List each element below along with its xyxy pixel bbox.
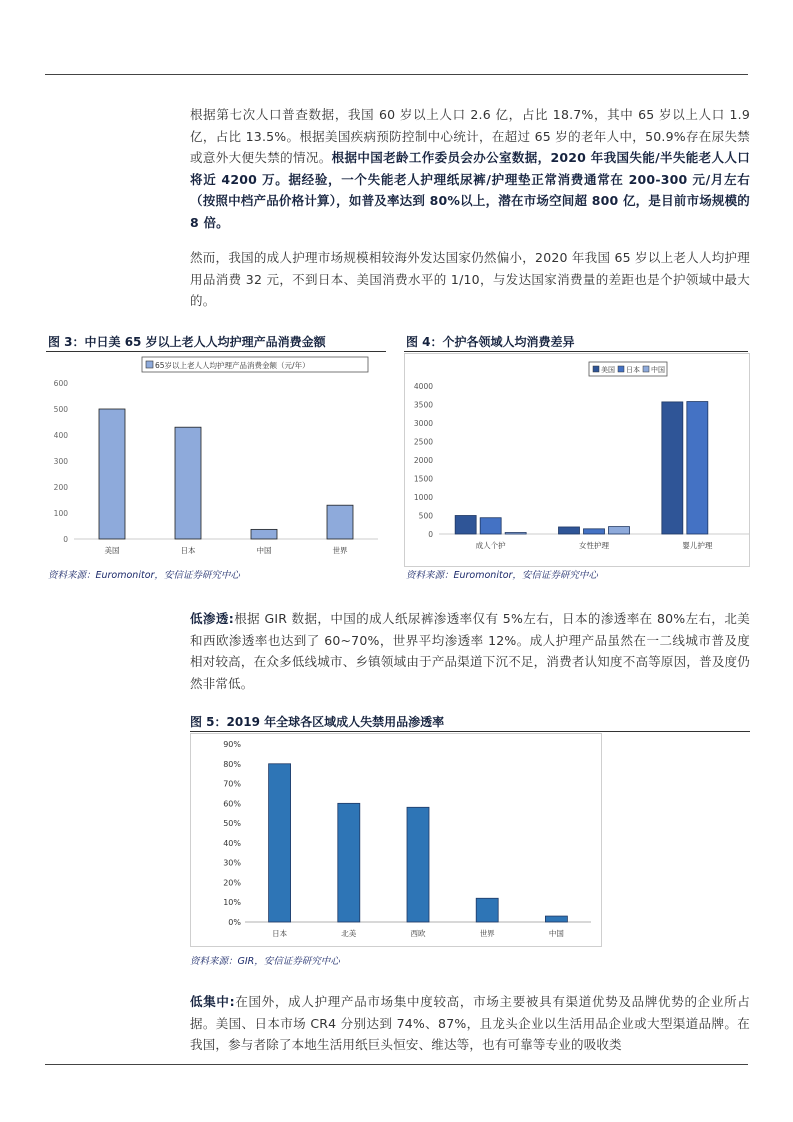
fig3-ytick-label: 400 [53,431,68,440]
fig4-category-label: 成人个护 [475,541,506,550]
fig4-chart [405,354,749,566]
fig3-title-rule [46,351,386,352]
fig3-title: 图 3：中日美 65 岁以上老人人均护理产品消费金额 [48,335,326,349]
paragraph-market-size-text: 然而，我国的成人护理市场规模相较海外发达国家仍然偏小，2020 年我国 65 岁以上老人人均护理用品消费 32 元，不到日本、美国消费水平的 1/10，与发达国家消费量的差距也是个护领域中最大的。 [190,250,750,308]
fig5-chart-frame [190,733,602,947]
fig4-legend-label: 中国 [651,366,665,374]
fig5-category-label: 西欧 [410,929,426,938]
fig3-ytick-label: 500 [53,405,68,414]
paragraph-concentration [190,991,750,1056]
fig5-source: 资料来源：GIR，安信证券研究中心 [190,956,340,967]
fig3-bar [251,529,277,539]
fig4-source: 资料来源：Euromonitor，安信证券研究中心 [406,570,598,581]
fig5-ytick-label: 50% [223,819,241,829]
fig4-ytick-label: 2500 [413,437,433,447]
fig3-chart-frame [46,353,386,565]
fig5-ytick-label: 20% [223,878,241,888]
fig4-title: 图 4：个护各领域人均消费差异 [406,335,575,349]
fig4-legend-label: 日本 [626,366,640,374]
fig3-source: 资料来源：Euromonitor，安信证券研究中心 [48,570,240,581]
paragraph-penetration-lead: 低渗透: [190,611,234,626]
fig5-ytick-label: 80% [223,759,241,769]
fig3-ytick-label: 600 [53,379,68,388]
fig5-category-label: 世界 [479,929,495,938]
fig5-bar [269,764,291,922]
fig4-bar [662,402,683,534]
fig4-bar [480,518,501,534]
fig5-bar [407,807,429,922]
fig5-ytick-label: 0% [228,918,241,927]
fig4-bar [559,527,580,534]
fig4-ytick-label: 1500 [413,474,433,484]
fig3-category-label: 美国 [104,546,120,555]
fig4-chart-frame [404,353,750,567]
fig5-title-rule [190,731,750,732]
fig3-legend-label: 65岁以上老人人均护理产品消费金额（元/年） [155,361,310,370]
fig5-title: 图 5：2019 年全球各区域成人失禁用品渗透率 [190,715,445,729]
fig3-bar [175,427,201,539]
fig4-ytick-label: 3000 [413,419,433,428]
fig3-ytick-label: 0 [63,535,68,544]
fig5-bar [476,898,498,922]
fig3-legend-swatch [146,361,153,368]
fig4-bar [687,402,708,534]
fig3-ytick-label: 200 [53,483,68,492]
fig4-ytick-label: 500 [418,511,433,521]
fig5-bar [338,803,360,922]
paragraph-concentration-text: 在国外，成人护理产品市场集中度较高，市场主要被具有渠道优势及品牌优势的企业所占据。美国、日本市场 CR4 分别达到 74%、87%，且龙头企业以生活用品企业或大型渠道品牌。在我国，参与者除了本地生活用纸巨头恒安、维达等，也有可靠等专业的吸收类 [190,994,750,1052]
fig4-legend-label: 美国 [601,366,615,374]
fig4-ytick-label: 2000 [413,456,433,465]
fig5-ytick-label: 60% [223,799,241,809]
fig5-category-label: 北美 [341,929,357,938]
paragraph-concentration-lead: 低集中: [190,994,235,1009]
fig3-category-label: 中国 [256,546,272,555]
fig5-ytick-label: 30% [223,858,241,868]
fig4-bar [584,529,605,534]
fig4-legend-swatch [618,366,624,372]
fig4-ytick-label: 0 [428,530,433,539]
fig4-bar [505,533,526,534]
fig4-title-rule [404,351,748,352]
fig4-legend-swatch [643,366,649,372]
fig3-category-label: 世界 [332,546,348,555]
fig4-category-label: 婴儿护理 [682,541,713,550]
fig5-category-label: 日本 [272,929,288,938]
fig3-bar [99,409,125,539]
fig5-category-label: 中国 [548,929,564,938]
fig5-ytick-label: 70% [223,779,241,789]
fig4-bar [609,527,630,534]
fig3-bar [327,505,353,539]
fig5-ytick-label: 90% [223,740,241,749]
fig3-category-label: 日本 [180,546,196,555]
fig4-bar [455,516,476,535]
paragraph-penetration [190,608,750,694]
fig4-legend-swatch [593,366,599,372]
paragraph-penetration-text: 根据 GIR 数据，中国的成人纸尿裤渗透率仅有 5%左右，日本的渗透率在 80%左右，北美和西欧渗透率也达到了 60~70%，世界平均渗透率 12%。成人护理产品虽然在一二线城市普及度相对较高，在众多低线城市、乡镇领域由于产品渠道下沉不足，消费者认知度不高等原因，普及度仍然非常低。 [190,611,750,691]
paragraph-population-text: 根据第七次人口普查数据，我国 60 岁以上人口 2.6 亿，占比 18.7%，其中 65 岁以上人口 1.9 亿，占比 13.5%。根据美国疾病预防控制中心统计，在超过 65 岁的老年人中，50.9%存在尿失禁或意外大便失禁的情况。 [190,107,750,165]
paragraph-market-size [190,247,750,312]
fig5-bar [545,916,567,922]
fig4-ytick-label: 3500 [413,400,433,410]
fig5-chart [191,734,601,946]
fig3-ytick-label: 300 [53,457,68,466]
paragraph-population-bold: 根据中国老龄工作委员会办公室数据，2020 年我国失能/半失能老人人口将近 4200 万。据经验，一个失能老人护理纸尿裤/护理垫正常消费通常在 200-300 元/月左右（按照中档产品价格计算），如普及率达到 80%以上，潜在市场空间超 800 亿，是目前市场规模的 8 倍。 [190,150,750,230]
fig4-ytick-label: 1000 [413,493,433,502]
header-rule [45,74,748,75]
fig4-ytick-label: 4000 [413,382,433,391]
footer-rule [45,1064,748,1065]
fig3-chart [46,353,386,565]
fig4-category-label: 女性护理 [579,541,609,550]
fig3-ytick-label: 100 [53,509,68,518]
fig5-ytick-label: 10% [223,898,241,908]
fig5-ytick-label: 40% [223,838,241,848]
paragraph-population [190,104,750,233]
